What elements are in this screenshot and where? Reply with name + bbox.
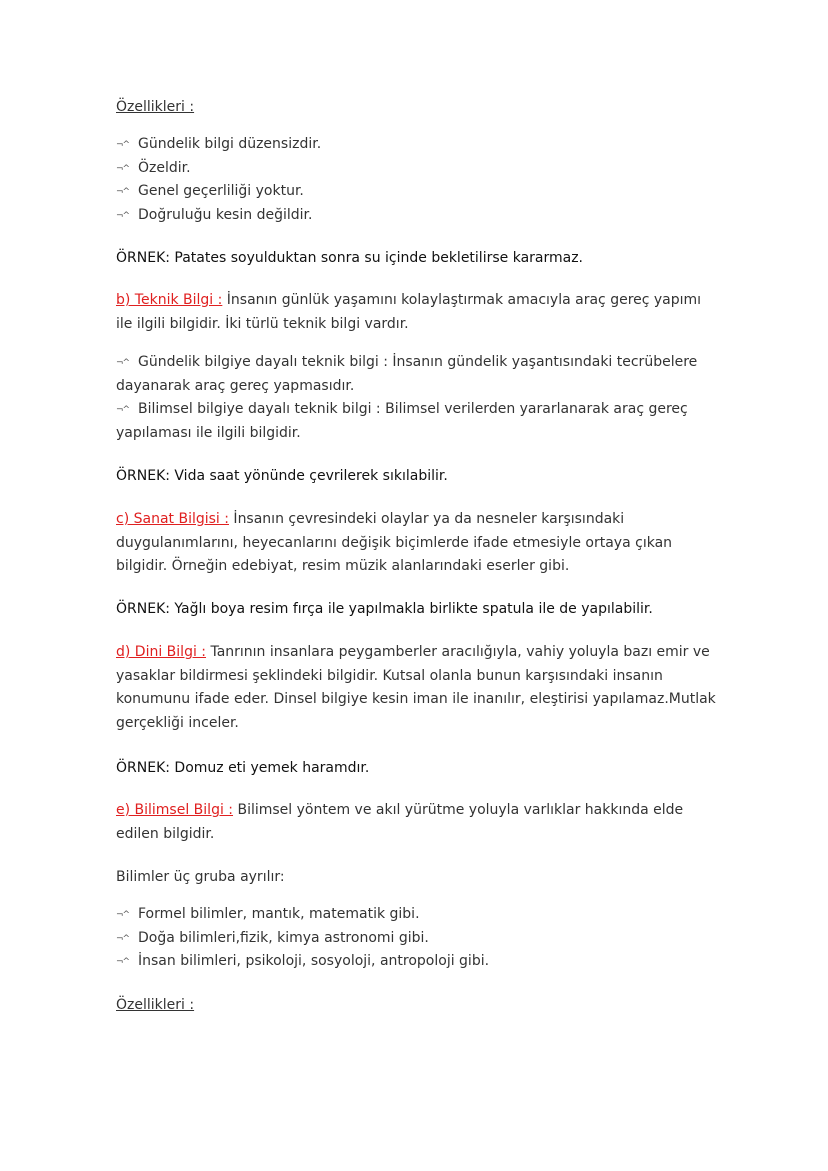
- bullet-icon: ¬^: [116, 210, 130, 221]
- bilimler-intro: Bilimler üç gruba ayrılır:: [116, 869, 285, 885]
- dini-bilgi-text: Tanrının insanlara peygamberler aracılığıyla, vahiy yoluyla bazı emir ve yasaklar bildirmesi şeklindeki bilgidir. Kutsal olanla bunun karşısındaki insanın konumunu ifade eder. Dinsel bilgiye kesin iman ile inanılır, eleştirisi yapılamaz.Mutlak gerçekliği inceler.: [116, 644, 716, 731]
- list-item: ¬^ Genel geçerliliği yoktur.: [116, 180, 716, 204]
- sanat-bilgisi-text: İnsanın çevresindeki olaylar ya da nesneler karşısındaki duygulanımlarını, heyecanlarını değişik biçimlerde ifade etmesiyle ortaya çıkan bilgidir. Örneğin edebiyat, resim müzik alanlarındaki eserler gibi.: [116, 511, 673, 574]
- dini-bilgi-title: d) Dini Bilgi :: [116, 644, 207, 660]
- sanat-bilgisi-paragraph: [116, 508, 716, 579]
- example-text: ÖRNEK: Yağlı boya resim fırça ile yapılmakla birlikte spatula ile de yapılabilir.: [116, 601, 653, 617]
- example-text: ÖRNEK: Patates soyulduktan sonra su içinde bekletilirse kararmaz.: [116, 250, 584, 266]
- list-item: ¬^ Gündelik bilgi düzensizdir.: [116, 133, 716, 157]
- example-text: ÖRNEK: Domuz eti yemek haramdır.: [116, 760, 370, 776]
- sanat-bilgisi-title: c) Sanat Bilgisi :: [116, 511, 229, 527]
- bilimsel-bilgi-text: Bilimsel yöntem ve akıl yürütme yoluyla varlıklar hakkında elde edilen bilgidir.: [116, 802, 684, 842]
- list-item: ¬^ Doğruluğu kesin değildir.: [116, 204, 716, 228]
- bilimsel-bilgi-title: e) Bilimsel Bilgi :: [116, 802, 234, 818]
- list-item: ¬^ Doğa bilimleri,fizik, kimya astronomi gibi.: [116, 927, 716, 951]
- dini-bilgi-paragraph: [116, 641, 716, 735]
- bullet-icon: ¬^: [116, 358, 130, 368]
- bullet-icon: ¬^: [116, 140, 130, 150]
- teknik-bilgi-text: İnsanın günlük yaşamını kolaylaştırmak amacıyla araç gereç yapımı ile ilgili bilgidir. İki türlü teknik bilgi vardır.: [116, 292, 702, 332]
- bullet-icon: ¬^: [116, 405, 130, 415]
- teknik-bilgi-paragraph: [116, 289, 716, 336]
- bullet-icon: ¬^: [116, 163, 130, 174]
- features-list: [116, 133, 716, 227]
- teknik-list: [116, 351, 716, 445]
- bilimler-list: [116, 903, 716, 974]
- list-item: ¬^ Gündelik bilgiye dayalı teknik bilgi : İnsanın gündelik yaşantısındaki tecrübelere dayanarak araç gereç yapmasıdır.: [116, 354, 698, 394]
- list-item: ¬^ İnsan bilimleri, psikoloji, sosyoloji, antropoloji gibi.: [116, 950, 716, 974]
- features-heading: Özellikleri :: [116, 997, 195, 1013]
- list-item: ¬^ Bilimsel bilgiye dayalı teknik bilgi : Bilimsel verilerden yararlanarak araç gereç yapılaması ile ilgili bilgidir.: [116, 401, 688, 441]
- list-item: ¬^ Özeldir.: [116, 157, 716, 181]
- teknik-bilgi-title: b) Teknik Bilgi :: [116, 292, 223, 308]
- bullet-icon: ¬^: [116, 933, 130, 944]
- bullet-icon: ¬^: [116, 957, 130, 967]
- bullet-icon: ¬^: [116, 910, 130, 920]
- list-item: ¬^ Formel bilimler, mantık, matematik gibi.: [116, 903, 716, 927]
- features-heading: Özellikleri :: [116, 99, 195, 115]
- bullet-icon: ¬^: [116, 187, 130, 197]
- bilimsel-bilgi-paragraph: [116, 799, 716, 846]
- example-text: ÖRNEK: Vida saat yönünde çevrilerek sıkılabilir.: [116, 468, 448, 484]
